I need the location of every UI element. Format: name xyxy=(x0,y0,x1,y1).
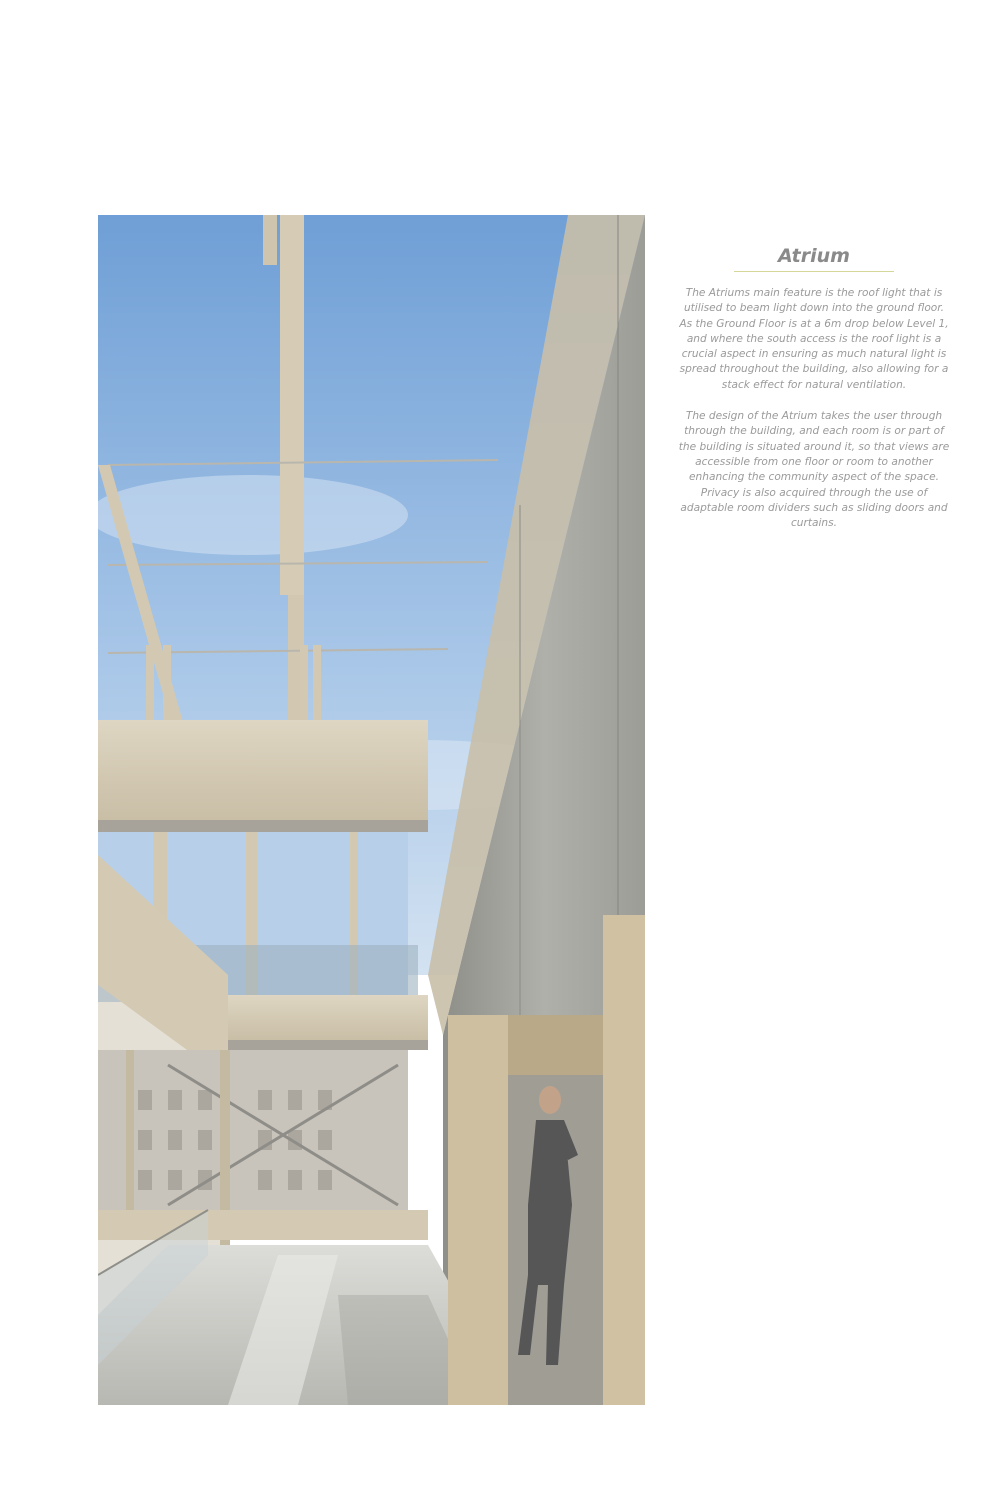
timber-band xyxy=(98,720,428,820)
description-paragraph-2: The design of the Atrium takes the user through through the building, and each room is or part of the building is situated around it, so that views are accessible from one floor or room to another enhancing the community aspect of the space. Privacy is also acquired through the use of adaptable room dividers such as sliding doors and curtains. xyxy=(678,410,950,530)
description-paragraph-1: The Atriums main feature is the roof light that is utilised to beam light down into the ground floor. As the Ground Floor is at a 6m drop below Level 1, and where the south access is the roof light is a crucial aspect in ensuring as much natural light is spread throughout the building, also allowing for a stack effect for natural ventilation. xyxy=(679,287,949,391)
atrium-render xyxy=(98,215,645,1405)
roof-beam xyxy=(280,215,304,595)
title-underline xyxy=(734,271,894,272)
atrium-render-illustration xyxy=(98,215,645,1405)
panel-title: Atrium xyxy=(778,245,850,267)
description-panel xyxy=(678,244,950,547)
